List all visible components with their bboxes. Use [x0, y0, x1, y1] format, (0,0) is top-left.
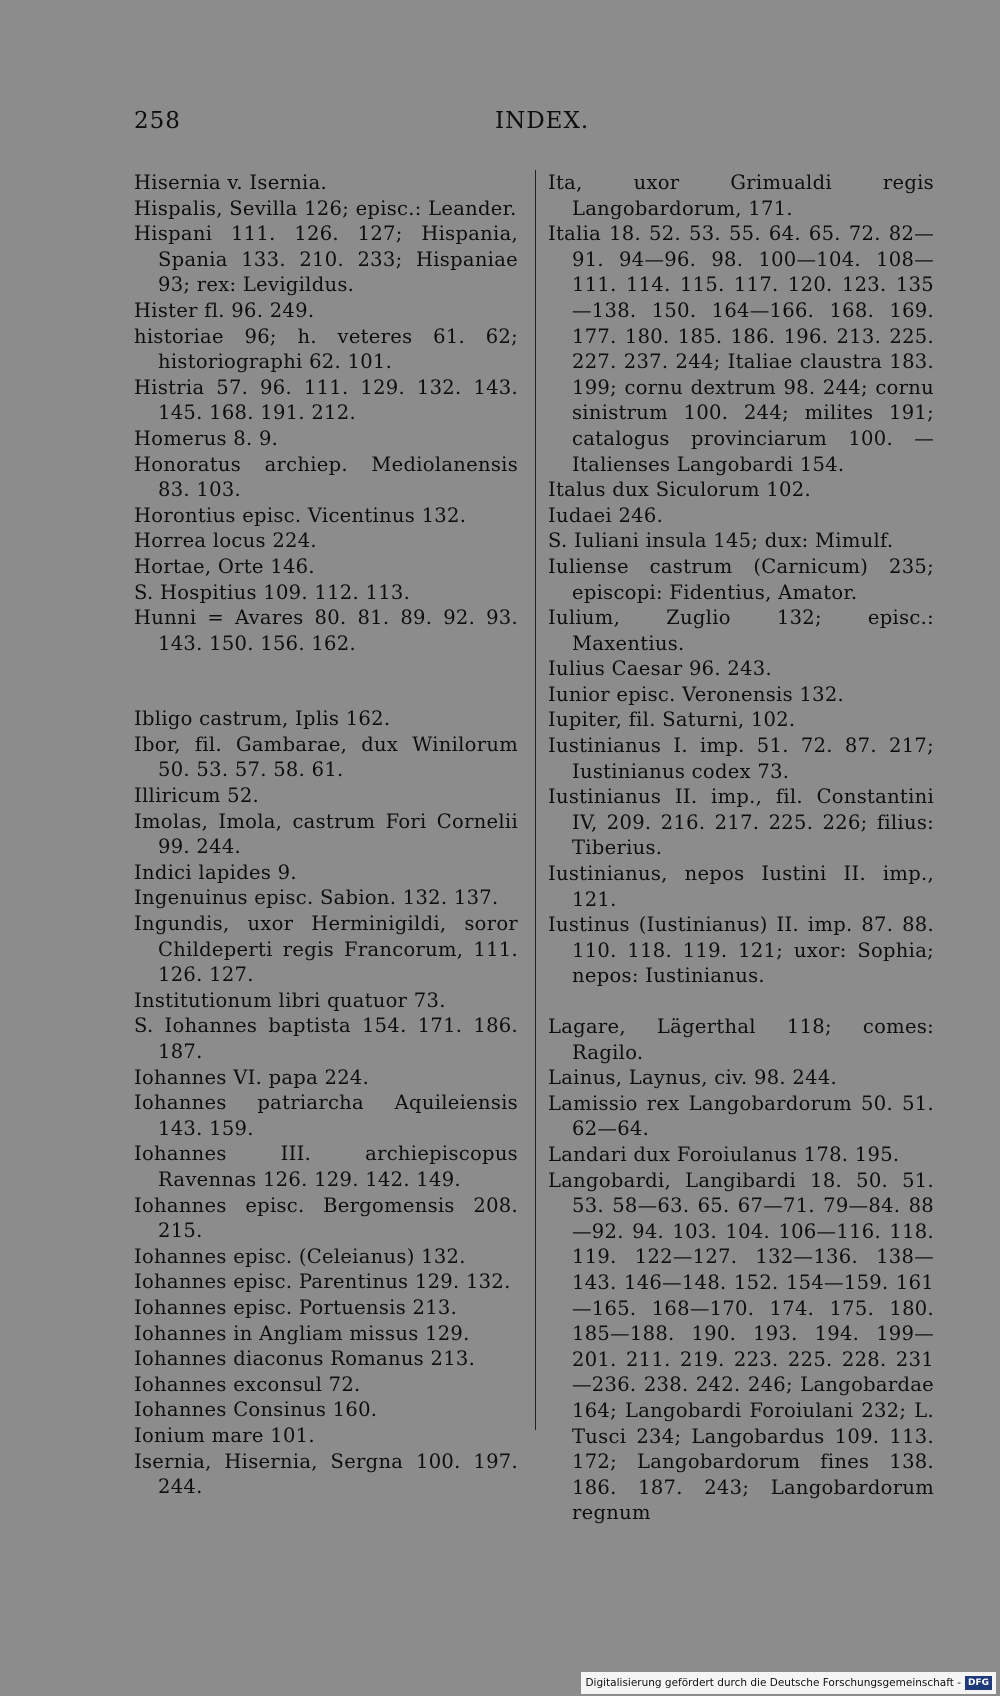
index-entry: Ingundis, uxor Herminigildi, soror Childeperti regis Francorum, 111. 126. 127. [134, 912, 518, 987]
digitization-credit [581, 1672, 996, 1694]
dfg-logo: DFG [965, 1676, 992, 1690]
index-entry: Hispalis, Sevilla 126; episc.: Leander. [134, 196, 517, 220]
index-entry: Iupiter, fil. Saturni, 102. [548, 708, 796, 732]
index-entry: Imolas, Imola, castrum Fori Cornelii 99. 244. [134, 809, 518, 859]
index-entry: Iohannes patriarcha Aquileiensis 143. 159. [134, 1091, 518, 1140]
index-entry: Iustinianus II. imp., fil. Constantini IV, 209. 216. 217. 225. 226; filius: Tiberius. [548, 785, 934, 860]
index-entry: Iustinus (Iustinianus) II. imp. 87. 88. 110. 118. 119. 121; uxor: Sophia; nepos: Iustinianus. [548, 913, 934, 988]
index-entry: Ingenuinus episc. Sabion. 132. 137. [134, 886, 499, 910]
page-number: 258 [134, 108, 181, 134]
page-title: INDEX. [495, 108, 590, 134]
index-entry: historiae 96; h. veteres 61. 62; historiographi 62. 101. [134, 324, 518, 374]
index-entry: Iohannes episc. Bergomensis 208. 215. [134, 1193, 518, 1243]
index-entry: Iustinianus, nepos Iustini II. imp., 121. [548, 862, 934, 911]
index-entry: Lainus, Laynus, civ. 98. 244. [548, 1066, 838, 1090]
index-entry: Iohannes exconsul 72. [134, 1372, 361, 1396]
index-entry: Iulius Caesar 96. 243. [548, 657, 772, 681]
column-divider [535, 170, 536, 1430]
index-entry: Ionium mare 101. [134, 1423, 315, 1447]
left-index-column [134, 170, 518, 1500]
index-entry: Iulium, Zuglio 132; episc.: Maxentius. [548, 606, 934, 655]
index-entry: Iohannes VI. papa 224. [134, 1065, 370, 1089]
index-entry: Homerus 8. 9. [134, 426, 279, 450]
index-entry: Langobardi, Langibardi 18. 50. 51. 53. 58—63. 65. 67—71. 79—84. 88—92. 94. 103. 104. 106—116. 118. 119. 122—127. 132—136. 138—143. 146—148. 152. 154—159. 161—165. 168—170. 174. 175. 180. 185—188. 190. 193. 194. 199—201. 211. 219. 223. 225. 228. 231—236. 238. 242. 246; Langobardae 164; Langobardi Foroiulani 232; L. Tusci 234; Langobardus 109. 113. 172; Langobardorum fines 138. 186. 187. 243; Langobardorum regnum [548, 1168, 934, 1525]
index-entry: Iohannes episc. Parentinus 129. 132. [134, 1270, 511, 1294]
index-entry: Horrea locus 224. [134, 529, 317, 553]
index-entry: Hister fl. 96. 249. [134, 298, 315, 322]
index-entry: S. Iohannes baptista 154. 171. 186. 187. [134, 1014, 518, 1063]
index-entry: Illiricum 52. [134, 784, 260, 808]
index-entry: Iuliense castrum (Carnicum) 235; episcopi: Fidentius, Amator. [548, 554, 934, 604]
index-entry: Hispani 111. 126. 127; Hispania, Spania 133. 210. 233; Hispaniae 93; rex: Levigildus. [134, 222, 518, 297]
right-index-column [548, 170, 934, 1526]
index-entry: Lamissio rex Langobardorum 50. 51. 62—64. [548, 1091, 934, 1141]
index-entry: Iohannes episc. Portuensis 213. [134, 1295, 458, 1319]
index-entry: Iohannes Consinus 160. [134, 1398, 378, 1422]
index-entry: Hisernia v. Isernia. [134, 171, 328, 194]
index-entry: Indici lapides 9. [134, 860, 297, 884]
index-entry: S. Iuliani insula 145; dux: Mimulf. [548, 529, 894, 553]
index-entry: Landari dux Foroiulanus 178. 195. [548, 1142, 900, 1166]
index-entry: Isernia, Hisernia, Sergna 100. 197. 244. [134, 1449, 518, 1499]
index-entry: Iohannes in Angliam missus 129. [134, 1321, 470, 1345]
index-entry: Iustinianus I. imp. 51. 72. 87. 217; Iustinianus codex 73. [548, 734, 934, 783]
index-entry: Ibor, fil. Gambarae, dux Winilorum 50. 53. 57. 58. 61. [134, 732, 518, 782]
index-entry: Iohannes diaconus Romanus 213. [134, 1347, 476, 1371]
index-entry: Ita, uxor Grimualdi regis Langobardorum, 171. [548, 171, 934, 220]
index-entry: Honoratus archiep. Mediolanensis 83. 103. [134, 452, 518, 502]
index-entry: Italus dux Siculorum 102. [548, 478, 811, 502]
index-entry: Iohannes episc. (Celeianus) 132. [134, 1244, 466, 1268]
index-entry: Hortae, Orte 146. [134, 554, 315, 578]
index-entry: S. Hospitius 109. 112. 113. [134, 580, 411, 604]
index-entry: Institutionum libri quatuor 73. [134, 988, 446, 1012]
index-entry: Histria 57. 96. 111. 129. 132. 143. 145. 168. 191. 212. [134, 375, 518, 425]
credit-text: Digitalisierung gefördert durch die Deutsche Forschungsgemeinschaft - [585, 1677, 961, 1689]
index-entry: Italia 18. 52. 53. 55. 64. 65. 72. 82—91. 94—96. 98. 100—104. 108—111. 114. 115. 117. 120. 123. 135—138. 150. 164—166. 168. 169. 177. 180. 185. 186. 196. 213. 225. 227. 237. 244; Italiae claustra 183. 199; cornu dextrum 98. 244; cornu sinistrum 100. 244; milites 191; catalogus provinciarum 100. — Italienses Langobardi 154. [548, 222, 934, 476]
index-entry: Hunni = Avares 80. 81. 89. 92. 93. 143. 150. 156. 162. [134, 606, 518, 655]
index-entry: Ibligo castrum, Iplis 162. [134, 707, 391, 731]
index-entry: Iohannes III. archiepiscopus Ravennas 126. 129. 142. 149. [134, 1142, 518, 1191]
index-entry: Iunior episc. Veronensis 132. [548, 682, 845, 706]
index-entry: Iudaei 246. [548, 503, 664, 527]
index-entry: Horontius episc. Vicentinus 132. [134, 503, 467, 527]
index-entry: Lagare, Lägerthal 118; comes: Ragilo. [548, 1015, 934, 1064]
